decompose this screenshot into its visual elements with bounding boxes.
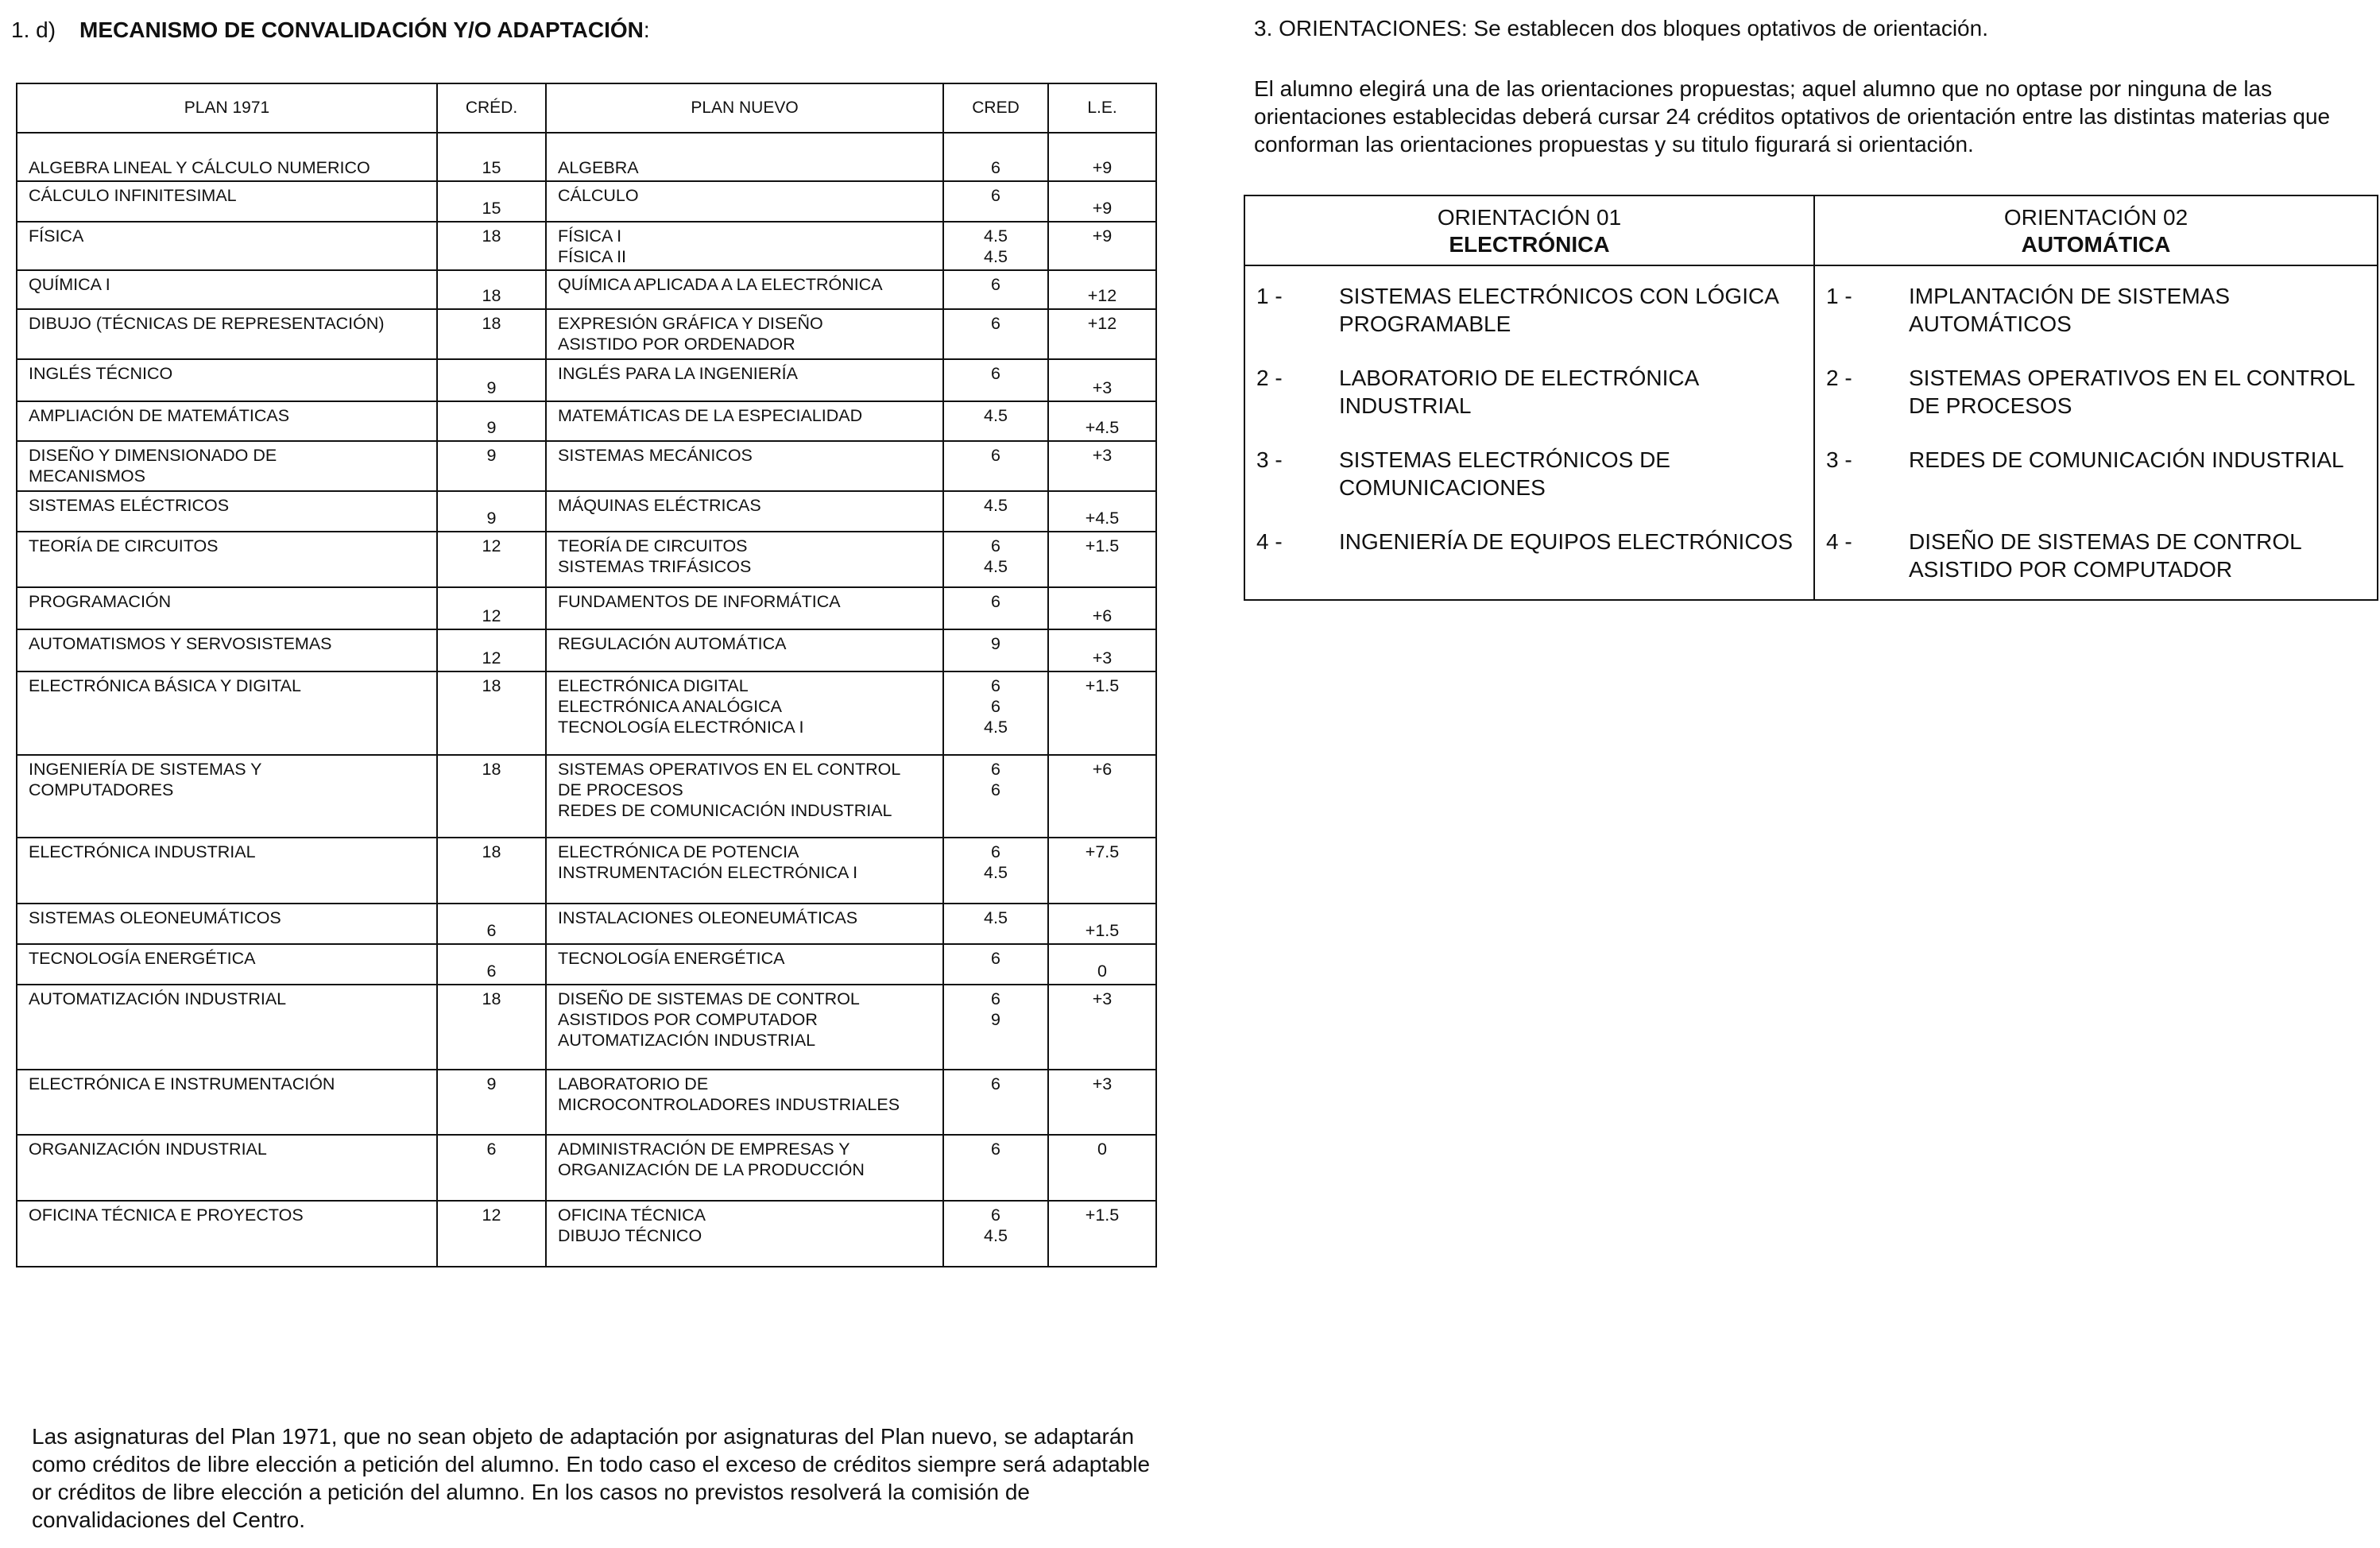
orientation-item-number: 3 - xyxy=(1826,447,1852,472)
libre-eleccion-credits: +9 xyxy=(1048,133,1156,181)
plan-nuevo-subject-line: DE PROCESOS xyxy=(558,780,683,799)
plan-1971-subject-line: ALGEBRA LINEAL Y CÁLCULO NUMERICO xyxy=(29,158,370,177)
plan-nuevo-subject xyxy=(546,181,943,222)
orientation-item-text: INGENIERÍA DE EQUIPOS ELECTRÓNICOS xyxy=(1339,529,1794,554)
plan-nuevo-credit-line: 4.5 xyxy=(984,908,1008,927)
plan-nuevo-subject xyxy=(546,270,943,309)
plan-nuevo-credit-line: 6 xyxy=(991,536,1000,555)
plan-nuevo-subject xyxy=(546,944,943,985)
plan-nuevo-credits xyxy=(943,671,1048,755)
libre-eleccion-credits: +4.5 xyxy=(1048,491,1156,532)
plan-nuevo-subject-line: ASISTIDO POR ORDENADOR xyxy=(558,335,795,354)
plan-nuevo-subject xyxy=(546,491,943,532)
plan-1971-subject-line: QUÍMICA I xyxy=(29,275,110,294)
plan-nuevo-subject-line: EXPRESIÓN GRÁFICA Y DISEÑO xyxy=(558,314,823,333)
table-row xyxy=(17,532,1156,587)
plan-nuevo-subject-line: ADMINISTRACIÓN DE EMPRESAS Y xyxy=(558,1140,850,1159)
orientation-item-number: 1 - xyxy=(1256,284,1283,308)
plan-nuevo-credits xyxy=(943,133,1048,181)
plan-nuevo-subject-line: CÁLCULO xyxy=(558,186,639,205)
plan-nuevo-credits xyxy=(943,401,1048,441)
plan-nuevo-subject-line: OFICINA TÉCNICA xyxy=(558,1206,706,1225)
plan-nuevo-credit-line: 6 xyxy=(991,275,1000,294)
plan-1971-credits: 18 xyxy=(437,270,546,309)
plan-1971-subject xyxy=(17,838,437,904)
plan-nuevo-credits xyxy=(943,1135,1048,1201)
libre-eleccion-credits: +4.5 xyxy=(1048,401,1156,441)
orientation-item xyxy=(1245,430,1813,512)
orientation-item-text: IMPLANTACIÓN DE SISTEMAS AUTOMÁTICOS xyxy=(1909,284,2230,336)
plan-nuevo-credit-line: 6 xyxy=(991,676,1000,695)
plan-1971-credits: 9 xyxy=(437,441,546,491)
plan-nuevo-subject-line: TEORÍA DE CIRCUITOS xyxy=(558,536,748,555)
table-row xyxy=(17,401,1156,441)
orientation-item xyxy=(1245,266,1813,348)
libre-eleccion-credits: +3 xyxy=(1048,359,1156,401)
plan-nuevo-credit-line: 4.5 xyxy=(984,247,1008,266)
plan-1971-subject-line: ORGANIZACIÓN INDUSTRIAL xyxy=(29,1140,267,1159)
plan-nuevo-credits xyxy=(943,985,1048,1070)
plan-nuevo-subject xyxy=(546,441,943,491)
libre-eleccion-credits: +9 xyxy=(1048,222,1156,270)
plan-1971-subject-line: MECANISMOS xyxy=(29,466,145,486)
orientation-item xyxy=(1815,512,2377,599)
plan-1971-subject xyxy=(17,1201,437,1267)
plan-nuevo-subject-line: AUTOMATIZACIÓN INDUSTRIAL xyxy=(558,1031,816,1050)
plan-nuevo-subject-line: TECNOLOGÍA ENERGÉTICA xyxy=(558,949,785,968)
plan-1971-subject-line: DISEÑO Y DIMENSIONADO DE xyxy=(29,446,277,465)
libre-eleccion-credits: +1.5 xyxy=(1048,1201,1156,1267)
plan-nuevo-subject xyxy=(546,755,943,838)
plan-nuevo-subject xyxy=(546,985,943,1070)
plan-1971-subject-line: SISTEMAS ELÉCTRICOS xyxy=(29,496,230,515)
plan-nuevo-credit-line: 9 xyxy=(991,1010,1000,1029)
plan-nuevo-subject-line: SISTEMAS MECÁNICOS xyxy=(558,446,753,465)
plan-1971-credits: 6 xyxy=(437,944,546,985)
plan-nuevo-subject-line: ALGEBRA xyxy=(558,158,639,177)
table-row xyxy=(17,491,1156,532)
plan-nuevo-subject-line: REGULACIÓN AUTOMÁTICA xyxy=(558,634,787,653)
plan-1971-subject xyxy=(17,181,437,222)
plan-1971-subject xyxy=(17,401,437,441)
plan-nuevo-subject xyxy=(546,1201,943,1267)
plan-nuevo-credits xyxy=(943,441,1048,491)
plan-nuevo-subject-line: INSTALACIONES OLEONEUMÁTICAS xyxy=(558,908,858,927)
plan-nuevo-credits xyxy=(943,309,1048,359)
plan-1971-subject xyxy=(17,904,437,944)
orientation-item-number: 4 - xyxy=(1256,529,1283,554)
plan-nuevo-subject-line: ASISTIDOS POR COMPUTADOR xyxy=(558,1010,818,1029)
libre-eleccion-credits: +6 xyxy=(1048,587,1156,629)
plan-nuevo-subject-line: SISTEMAS OPERATIVOS EN EL CONTROL xyxy=(558,760,901,779)
orientation-01-name: ELECTRÓNICA xyxy=(1449,232,1610,257)
section-title-colon: : xyxy=(643,17,650,42)
orientation-item xyxy=(1815,348,2377,430)
plan-1971-subject-line: AMPLIACIÓN DE MATEMÁTICAS xyxy=(29,406,290,425)
orientation-item xyxy=(1815,266,2377,348)
plan-nuevo-subject-line: ELECTRÓNICA ANALÓGICA xyxy=(558,697,782,716)
table-row xyxy=(17,309,1156,359)
plan-1971-credits: 15 xyxy=(437,181,546,222)
plan-1971-subject-line: INGLÉS TÉCNICO xyxy=(29,364,173,383)
plan-nuevo-credits xyxy=(943,629,1048,671)
adaptation-note: Las asignaturas del Plan 1971, que no sean objeto de adaptación por asignaturas del Plan nuevo, se adaptarán como créditos de libre elección a petición del alumno. En todo caso el exceso de créditos siempre será adaptable or créditos de libre elección a petición del alumno. En los casos no previstos resolverá la comisión de convalidaciones del Centro. xyxy=(32,1424,1151,1532)
plan-nuevo-subject-line: DISEÑO DE SISTEMAS DE CONTROL xyxy=(558,989,860,1008)
plan-1971-credits: 18 xyxy=(437,985,546,1070)
libre-eleccion-credits: 0 xyxy=(1048,944,1156,985)
plan-1971-subject xyxy=(17,133,437,181)
orientations-table xyxy=(1244,195,2378,601)
plan-nuevo-credit-line: 4.5 xyxy=(984,863,1008,882)
plan-nuevo-subject xyxy=(546,532,943,587)
plan-nuevo-credit-line: 6 xyxy=(991,592,1000,611)
plan-nuevo-credit-line: 6 xyxy=(991,446,1000,465)
plan-nuevo-subject xyxy=(546,401,943,441)
plan-1971-subject xyxy=(17,270,437,309)
table-row xyxy=(17,587,1156,629)
plan-nuevo-subject-line: QUÍMICA APLICADA A LA ELECTRÓNICA xyxy=(558,275,883,294)
section-heading xyxy=(11,17,650,43)
plan-1971-subject xyxy=(17,359,437,401)
plan-1971-subject xyxy=(17,671,437,755)
plan-1971-subject-line: TEORÍA DE CIRCUITOS xyxy=(29,536,219,555)
plan-1971-credits: 12 xyxy=(437,532,546,587)
plan-1971-credits: 18 xyxy=(437,671,546,755)
plan-nuevo-subject-line: FÍSICA I xyxy=(558,226,622,246)
orientation-item-number: 1 - xyxy=(1826,284,1852,308)
plan-nuevo-subject-line: ORGANIZACIÓN DE LA PRODUCCIÓN xyxy=(558,1160,865,1179)
plan-nuevo-credit-line: 6 xyxy=(991,697,1000,716)
plan-1971-subject xyxy=(17,944,437,985)
libre-eleccion-credits: +12 xyxy=(1048,309,1156,359)
plan-nuevo-subject xyxy=(546,904,943,944)
plan-1971-subject-line: CÁLCULO INFINITESIMAL xyxy=(29,186,237,205)
table-row xyxy=(17,1201,1156,1267)
plan-1971-subject-line: ELECTRÓNICA BÁSICA Y DIGITAL xyxy=(29,676,301,695)
conversion-table xyxy=(16,83,1157,1267)
table-row xyxy=(17,1135,1156,1201)
plan-1971-credits: 12 xyxy=(437,1201,546,1267)
libre-eleccion-credits: +9 xyxy=(1048,181,1156,222)
plan-nuevo-credits xyxy=(943,270,1048,309)
plan-1971-credits: 18 xyxy=(437,755,546,838)
table-row xyxy=(17,985,1156,1070)
plan-1971-subject-line: PROGRAMACIÓN xyxy=(29,592,172,611)
plan-1971-subject xyxy=(17,309,437,359)
plan-1971-subject xyxy=(17,222,437,270)
plan-1971-subject xyxy=(17,491,437,532)
orientations-title: 3. ORIENTACIONES: Se establecen dos bloques optativos de orientación. xyxy=(1254,16,1988,41)
libre-eleccion-credits: +6 xyxy=(1048,755,1156,838)
plan-1971-credits: 18 xyxy=(437,222,546,270)
libre-eleccion-credits: +1.5 xyxy=(1048,532,1156,587)
plan-nuevo-subject xyxy=(546,133,943,181)
conversion-table-header xyxy=(17,83,1156,133)
table-row xyxy=(17,359,1156,401)
plan-nuevo-subject-line: FUNDAMENTOS DE INFORMÁTICA xyxy=(558,592,841,611)
plan-nuevo-credit-line: 6 xyxy=(991,1074,1000,1093)
table-row xyxy=(17,629,1156,671)
table-row xyxy=(17,222,1156,270)
plan-nuevo-credit-line: 4.5 xyxy=(984,718,1008,737)
plan-nuevo-subject xyxy=(546,222,943,270)
plan-1971-subject xyxy=(17,441,437,491)
plan-nuevo-credits xyxy=(943,1070,1048,1135)
libre-eleccion-credits: +7.5 xyxy=(1048,838,1156,904)
plan-nuevo-credits xyxy=(943,838,1048,904)
plan-nuevo-credits xyxy=(943,181,1048,222)
plan-nuevo-subject-line: DIBUJO TÉCNICO xyxy=(558,1226,702,1245)
orientation-item-text: LABORATORIO DE ELECTRÓNICA INDUSTRIAL xyxy=(1339,366,1698,418)
table-row xyxy=(17,133,1156,181)
plan-nuevo-subject-line: MICROCONTROLADORES INDUSTRIALES xyxy=(558,1095,900,1114)
plan-nuevo-subject xyxy=(546,1070,943,1135)
plan-1971-credits: 9 xyxy=(437,1070,546,1135)
plan-nuevo-credit-line: 6 xyxy=(991,314,1000,333)
plan-nuevo-subject-line: ELECTRÓNICA DIGITAL xyxy=(558,676,749,695)
plan-nuevo-subject-line: SISTEMAS TRIFÁSICOS xyxy=(558,557,752,576)
plan-nuevo-subject-line: TECNOLOGÍA ELECTRÓNICA I xyxy=(558,718,804,737)
table-row xyxy=(17,441,1156,491)
plan-nuevo-subject xyxy=(546,587,943,629)
libre-eleccion-credits: +3 xyxy=(1048,1070,1156,1135)
plan-1971-credits: 12 xyxy=(437,587,546,629)
table-row xyxy=(17,755,1156,838)
table-row xyxy=(17,838,1156,904)
plan-nuevo-subject xyxy=(546,309,943,359)
plan-nuevo-subject-line: LABORATORIO DE xyxy=(558,1074,709,1093)
plan-1971-subject-line: COMPUTADORES xyxy=(29,780,174,799)
table-row xyxy=(17,944,1156,985)
plan-nuevo-credit-line: 4.5 xyxy=(984,406,1008,425)
plan-1971-credits: 12 xyxy=(437,629,546,671)
plan-1971-credits: 6 xyxy=(437,904,546,944)
plan-nuevo-subject-line: INGLÉS PARA LA INGENIERÍA xyxy=(558,364,798,383)
plan-1971-subject xyxy=(17,587,437,629)
plan-nuevo-credit-line: 6 xyxy=(991,1206,1000,1225)
plan-nuevo-subject-line: ELECTRÓNICA DE POTENCIA xyxy=(558,842,799,861)
plan-1971-credits: 9 xyxy=(437,401,546,441)
plan-nuevo-credits xyxy=(943,944,1048,985)
orientation-item-text: SISTEMAS ELECTRÓNICOS DE COMUNICACIONES xyxy=(1339,447,1670,500)
plan-nuevo-credit-line: 6 xyxy=(991,842,1000,861)
plan-nuevo-credits xyxy=(943,755,1048,838)
plan-nuevo-credit-line: 6 xyxy=(991,158,1000,177)
plan-nuevo-credits xyxy=(943,222,1048,270)
plan-nuevo-subject xyxy=(546,1135,943,1201)
plan-1971-credits: 9 xyxy=(437,359,546,401)
table-row xyxy=(17,671,1156,755)
table-row xyxy=(17,270,1156,309)
orientation-item-text: REDES DE COMUNICACIÓN INDUSTRIAL xyxy=(1909,447,2344,472)
header-le: L.E. xyxy=(1048,83,1156,133)
plan-nuevo-credit-line: 6 xyxy=(991,186,1000,205)
libre-eleccion-credits: +12 xyxy=(1048,270,1156,309)
plan-1971-subject xyxy=(17,755,437,838)
header-cred-new: CRED xyxy=(943,83,1048,133)
plan-nuevo-subject xyxy=(546,629,943,671)
plan-nuevo-credits xyxy=(943,587,1048,629)
orientation-item xyxy=(1245,512,1813,599)
plan-nuevo-credit-line: 6 xyxy=(991,760,1000,779)
plan-1971-subject-line: ELECTRÓNICA E INSTRUMENTACIÓN xyxy=(29,1074,335,1093)
plan-1971-subject-line: DIBUJO (TÉCNICAS DE REPRESENTACIÓN) xyxy=(29,314,385,333)
plan-nuevo-credit-line: 4.5 xyxy=(984,557,1008,576)
plan-1971-subject-line: FÍSICA xyxy=(29,226,84,246)
plan-1971-subject xyxy=(17,1070,437,1135)
plan-1971-subject-line: AUTOMATIZACIÓN INDUSTRIAL xyxy=(29,989,287,1008)
plan-nuevo-credits xyxy=(943,1201,1048,1267)
plan-nuevo-credit-line: 4.5 xyxy=(984,1226,1008,1245)
orientations-paragraph: El alumno elegirá una de las orientaciones propuestas; aquel alumno que no optase por ninguna de las orientaciones establecidas deberá cursar 24 créditos optativos de orientación entre las distintas materias que conforman las orientaciones propuestas y su titulo figurará si orientación. xyxy=(1254,76,2331,157)
plan-nuevo-credits xyxy=(943,359,1048,401)
orientation-02-list xyxy=(1814,265,2378,600)
plan-nuevo-credit-line: 6 xyxy=(991,949,1000,968)
orientation-item-number: 2 - xyxy=(1256,366,1283,390)
libre-eleccion-credits: +3 xyxy=(1048,441,1156,491)
plan-nuevo-credit-line: 6 xyxy=(991,989,1000,1008)
libre-eleccion-credits: +1.5 xyxy=(1048,671,1156,755)
plan-nuevo-subject xyxy=(546,359,943,401)
plan-1971-subject-line: TECNOLOGÍA ENERGÉTICA xyxy=(29,949,256,968)
table-row xyxy=(17,181,1156,222)
plan-nuevo-subject xyxy=(546,671,943,755)
plan-1971-subject xyxy=(17,532,437,587)
orientation-02-header xyxy=(1814,195,2378,265)
plan-nuevo-subject-line: INSTRUMENTACIÓN ELECTRÓNICA I xyxy=(558,863,858,882)
plan-1971-credits: 15 xyxy=(437,133,546,181)
plan-1971-subject-line: ELECTRÓNICA INDUSTRIAL xyxy=(29,842,256,861)
table-row xyxy=(17,1070,1156,1135)
plan-nuevo-credits xyxy=(943,532,1048,587)
orientation-item-text: SISTEMAS OPERATIVOS EN EL CONTROL DE PROCESOS xyxy=(1909,366,2355,418)
plan-nuevo-credit-line: 9 xyxy=(991,634,1000,653)
header-plan-1971: PLAN 1971 xyxy=(17,83,437,133)
plan-nuevo-credits xyxy=(943,904,1048,944)
plan-1971-subject-line: SISTEMAS OLEONEUMÁTICOS xyxy=(29,908,281,927)
libre-eleccion-credits: 0 xyxy=(1048,1135,1156,1201)
orientation-01-list xyxy=(1244,265,1814,600)
plan-nuevo-credit-line: 6 xyxy=(991,1140,1000,1159)
plan-nuevo-credit-line: 4.5 xyxy=(984,226,1008,246)
plan-1971-subject-line: INGENIERÍA DE SISTEMAS Y xyxy=(29,760,262,779)
libre-eleccion-credits: +1.5 xyxy=(1048,904,1156,944)
plan-1971-credits: 18 xyxy=(437,838,546,904)
plan-nuevo-subject-line: MÁQUINAS ELÉCTRICAS xyxy=(558,496,761,515)
orientation-item xyxy=(1815,430,2377,512)
orientation-item-text: DISEÑO DE SISTEMAS DE CONTROL ASISTIDO POR COMPUTADOR xyxy=(1909,529,2301,582)
orientation-item-number: 2 - xyxy=(1826,366,1852,390)
orientation-01-heading: ORIENTACIÓN 01 xyxy=(1437,205,1622,230)
orientation-item-text: SISTEMAS ELECTRÓNICOS CON LÓGICA PROGRAMABLE xyxy=(1339,284,1778,336)
orientation-item-number: 3 - xyxy=(1256,447,1283,472)
plan-nuevo-subject-line: FÍSICA II xyxy=(558,247,627,266)
plan-1971-subject xyxy=(17,1135,437,1201)
table-row xyxy=(17,904,1156,944)
plan-nuevo-subject xyxy=(546,838,943,904)
section-number: 1. d) xyxy=(11,17,56,42)
plan-1971-subject xyxy=(17,629,437,671)
orientation-02-heading: ORIENTACIÓN 02 xyxy=(2003,205,2188,230)
orientation-item-number: 4 - xyxy=(1826,529,1852,554)
orientation-01-header xyxy=(1244,195,1814,265)
plan-1971-credits: 9 xyxy=(437,491,546,532)
plan-nuevo-credit-line: 4.5 xyxy=(984,496,1008,515)
header-cred-old: CRÉD. xyxy=(437,83,546,133)
orientation-item xyxy=(1245,348,1813,430)
plan-1971-credits: 18 xyxy=(437,309,546,359)
orientation-02-name: AUTOMÁTICA xyxy=(2021,232,2171,257)
plan-nuevo-subject-line: MATEMÁTICAS DE LA ESPECIALIDAD xyxy=(558,406,863,425)
plan-nuevo-subject-line: REDES DE COMUNICACIÓN INDUSTRIAL xyxy=(558,801,892,820)
plan-1971-subject xyxy=(17,985,437,1070)
libre-eleccion-credits: +3 xyxy=(1048,985,1156,1070)
plan-nuevo-credits xyxy=(943,491,1048,532)
section-title: MECANISMO DE CONVALIDACIÓN Y/O ADAPTACIÓN xyxy=(79,17,644,42)
plan-1971-subject-line: AUTOMATISMOS Y SERVOSISTEMAS xyxy=(29,634,332,653)
header-plan-nuevo: PLAN NUEVO xyxy=(546,83,943,133)
plan-nuevo-credit-line: 6 xyxy=(991,780,1000,799)
plan-1971-credits: 6 xyxy=(437,1135,546,1201)
libre-eleccion-credits: +3 xyxy=(1048,629,1156,671)
plan-1971-subject-line: OFICINA TÉCNICA E PROYECTOS xyxy=(29,1206,304,1225)
plan-nuevo-credit-line: 6 xyxy=(991,364,1000,383)
